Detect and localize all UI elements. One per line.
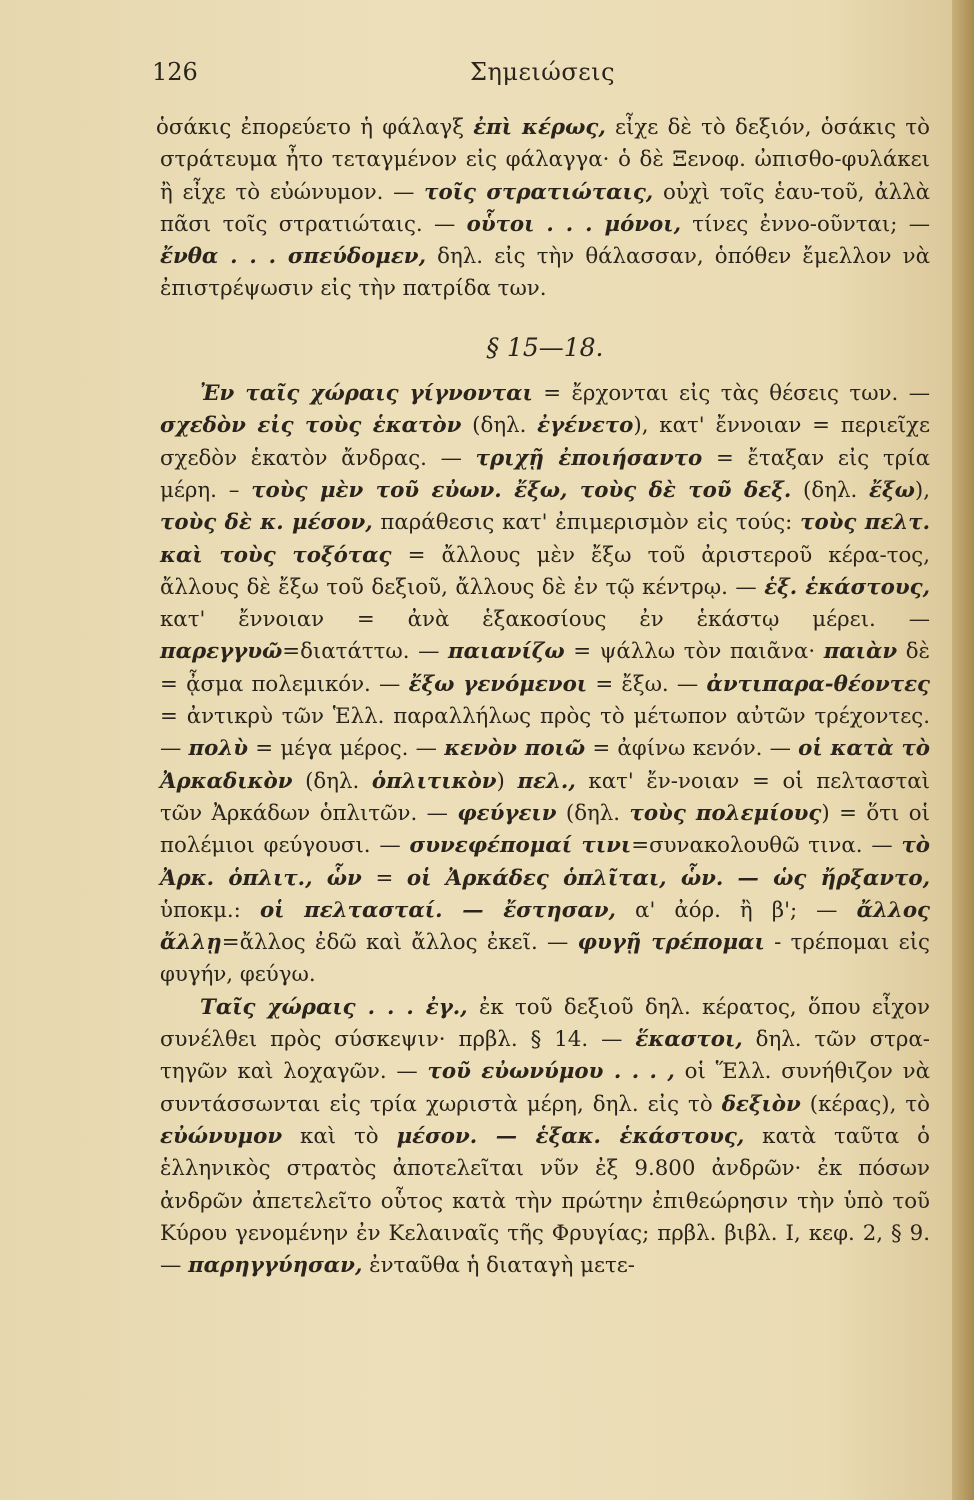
lemma-term: τοῖς στρατιώταις,	[424, 179, 654, 205]
lemma-term: παρεγγυῶ	[160, 639, 283, 665]
lemma-term: οἱ πελτασταί. — ἔστησαν,	[259, 897, 616, 923]
lemma-term: Ταῖς χώραις . . . ἐγ.,	[200, 994, 468, 1020]
lemma-term: ἔξω γενόμενοι	[408, 671, 588, 697]
gloss-text: δηλ. εἰς τὴν θάλασσαν, ὁπόθεν ἔμελλον νὰ ἐπιστρέψωσιν εἰς τὴν πατρίδα των.	[160, 244, 930, 302]
lemma-term: μέσον. — ἑξακ. ἑκάστους,	[396, 1123, 745, 1149]
page-edge	[952, 0, 974, 1500]
gloss-text: =ἄλλος ἐδῶ καὶ ἄλλος ἐκεῖ. —	[221, 930, 578, 956]
body-text	[156, 112, 931, 1282]
gloss-text: = ἀντικρὺ τῶν Ἑλλ. παραλλήλως πρὸς τὸ μέτωπον αὐτῶν τρέχοντες. —	[160, 704, 930, 762]
gloss-text: = ἔξω. —	[587, 671, 707, 697]
gloss-text: )	[496, 768, 518, 794]
gloss-text: ὁσάκις ἐπορεύετο ἡ φάλαγξ	[156, 115, 474, 140]
lemma-term: οὗτοι . . . μόνοι,	[466, 211, 681, 237]
gloss-text: α' ἀόρ. ἢ β'; —	[615, 897, 857, 923]
gloss-text: =	[361, 865, 407, 891]
lemma-term: συνεφέπομαί τινι	[409, 833, 632, 859]
lemma-term: τοὺς μὲν τοῦ εὐων. ἔξω, τοὺς δὲ τοῦ δεξ.	[251, 477, 792, 503]
gloss-text: κατ' ἔν-νοιαν = οἱ πελτασταὶ τῶν Ἀρκάδων ὁπλιτῶν. —	[160, 768, 930, 826]
gloss-text: =διατάττω. —	[282, 639, 449, 665]
lemma-term: ἔνθα . . . σπεύδομεν,	[160, 244, 426, 270]
paragraph	[156, 112, 931, 306]
lemma-term: ὁπλιτικὸν	[371, 768, 497, 794]
gloss-text: δηλ. τῶν στρα-τηγῶν καὶ λοχαγῶν. —	[160, 1027, 930, 1085]
gloss-text: = ἔταξαν εἰς τρία μέρη. –	[160, 445, 930, 503]
gloss-text: = μέγα μέρος. —	[248, 736, 445, 762]
gloss-text: ἐνταῦθα ἡ διαταγὴ μετε-	[362, 1253, 635, 1279]
page-number: 126	[152, 58, 198, 86]
gloss-text: =συνακολουθῶ τινα. —	[631, 833, 902, 859]
lemma-term: ἔξω	[869, 477, 915, 503]
lemma-term: τοὺς πελτ. καὶ τοὺς τοξότας	[160, 510, 931, 568]
gloss-text: = ἀφίνω κενόν. —	[585, 736, 799, 762]
gloss-text: (δηλ.	[461, 413, 538, 439]
gloss-text: οἱ Ἕλλ. συνήθιζον νὰ συντάσσωνται εἰς τρία χωριστὰ μέρη, δηλ. εἰς τὸ	[160, 1059, 931, 1117]
gloss-text: ἐκ τοῦ δεξιοῦ δηλ. κέρατος, ὅπου εἶχον συνέλθει πρὸς σύσκεψιν· πρβλ. § 14. —	[160, 994, 930, 1053]
lemma-term: τοῦ εὐωνύμου . . . ,	[427, 1059, 675, 1085]
lemma-term: ἄλλος ἄλλῃ	[160, 897, 930, 956]
lemma-term: κενὸν ποιῶ	[444, 736, 586, 762]
gloss-text: ὑποκμ.:	[160, 897, 260, 923]
gloss-text: παράθεσις κατ' ἐπιμερισμὸν εἰς τούς:	[372, 510, 801, 536]
lemma-term: φεύγειν	[457, 800, 557, 826]
lemma-term: ἐγένετο	[537, 413, 634, 439]
gloss-text: (κέρας), τὸ	[800, 1091, 930, 1117]
lemma-term: εὐώνυμον	[160, 1123, 283, 1149]
gloss-text: καὶ τὸ	[282, 1123, 397, 1149]
lemma-term: πελ.,	[517, 768, 576, 794]
gloss-text: δὲ = ᾆσμα πολεμικόν. —	[160, 639, 930, 697]
gloss-text: = ψάλλω τὸν παιᾶνα·	[564, 639, 824, 665]
gloss-text: ),	[914, 477, 930, 503]
gloss-text: - τρέπομαι εἰς φυγήν, φεύγω.	[160, 930, 930, 988]
lemma-term: ἑξ. ἑκάστους,	[764, 574, 930, 600]
lemma-term: παιανίζω	[448, 639, 565, 665]
lemma-term: τοὺς πολεμίους	[629, 800, 822, 826]
lemma-term: παιὰν	[823, 639, 898, 665]
lemma-term: ἀντιπαρα-θέοντες	[706, 671, 930, 697]
gloss-text: ) = ὅτι οἱ πολέμιοι φεύγουσι. —	[160, 800, 930, 859]
gloss-text: = ἔρχονται εἰς τὰς θέσεις των. —	[532, 381, 930, 407]
lemma-term: πολὺ	[188, 736, 249, 762]
lemma-term: δεξιὸν	[721, 1091, 801, 1117]
lemma-term: οἱ Ἀρκάδες ὁπλῖται, ὧν. — ὡς ἤρξαντο,	[406, 865, 930, 891]
lemma-term: οἱ κατὰ τὸ Ἀρκαδικὸν	[160, 736, 931, 794]
gloss-text: τίνες ἐννο-οῦνται; —	[680, 211, 930, 237]
gloss-text: (δηλ.	[292, 768, 372, 794]
gloss-text: (δηλ.	[556, 800, 630, 826]
gloss-text: εἶχε δὲ τὸ δεξιόν, ὁσάκις τὸ στράτευμα ἦτο τεταγμένον εἰς φάλαγγα· ὁ δὲ Ξενοφ. ὠπισθο-φυλάκει ἢ εἶχε τὸ εὐώνυμον. —	[160, 115, 930, 205]
lemma-term: σχεδὸν εἰς τοὺς ἑκατὸν	[160, 413, 462, 439]
lemma-term: φυγῇ τρέπομαι	[577, 930, 765, 956]
gloss-text: κατὰ ταῦτα ὁ ἑλληνικὸς στρατὸς ἀποτελεῖται νῦν ἐξ 9.800 ἀνδρῶν· ἐκ πόσων ἀνδρῶν ἀπετελεῖτο οὗτος κατὰ τὴν πρώτην ἐπιθεώρησιν τὴν ὑπὸ τοῦ Κύρου γενομένην ἐν Κελαιναῖς τῆς Φρυγίας; πρβλ. βιβλ. I, κεφ. 2, § 9. —	[160, 1123, 930, 1279]
gloss-text: = ἄλλους μὲν ἔξω τοῦ ἀριστεροῦ κέρα-τος, ἄλλους δὲ ἔξω τοῦ δεξιοῦ, ἄλλους δὲ ἐν τῷ κέντρῳ. —	[160, 542, 930, 600]
section-heading: § 15—18.	[486, 332, 604, 362]
gloss-text: κατ' ἔννοιαν = ἀνὰ ἑξακοσίους ἐν ἑκάστῳ μέρει. —	[160, 607, 930, 633]
lemma-term: Ἐν ταῖς χώραις γίγνονται	[200, 381, 533, 407]
lemma-term: τριχῇ ἐποιήσαντο	[475, 445, 703, 471]
running-head: Σημειώσεις	[470, 58, 616, 86]
page-header	[152, 58, 932, 98]
gloss-text: (δηλ.	[791, 477, 870, 503]
lemma-term: ἕκαστοι,	[635, 1027, 743, 1053]
lemma-term: τοὺς δὲ κ. μέσον,	[160, 510, 373, 536]
gloss-text: οὐχὶ τοῖς ἑαυ-τοῦ, ἀλλὰ πᾶσι τοῖς στρατιώταις. —	[160, 179, 931, 237]
lemma-term: τὸ Ἀρκ. ὁπλιτ., ὧν	[160, 833, 930, 891]
lemma-term: παρηγγύησαν,	[188, 1253, 363, 1279]
gloss-text: ), κατ' ἔννοιαν = περιεῖχε σχεδὸν ἑκατὸν ἄνδρας. —	[160, 413, 930, 471]
paragraph	[160, 378, 930, 992]
lemma-term: ἐπὶ κέρως,	[473, 115, 606, 140]
paragraph	[160, 992, 930, 1283]
